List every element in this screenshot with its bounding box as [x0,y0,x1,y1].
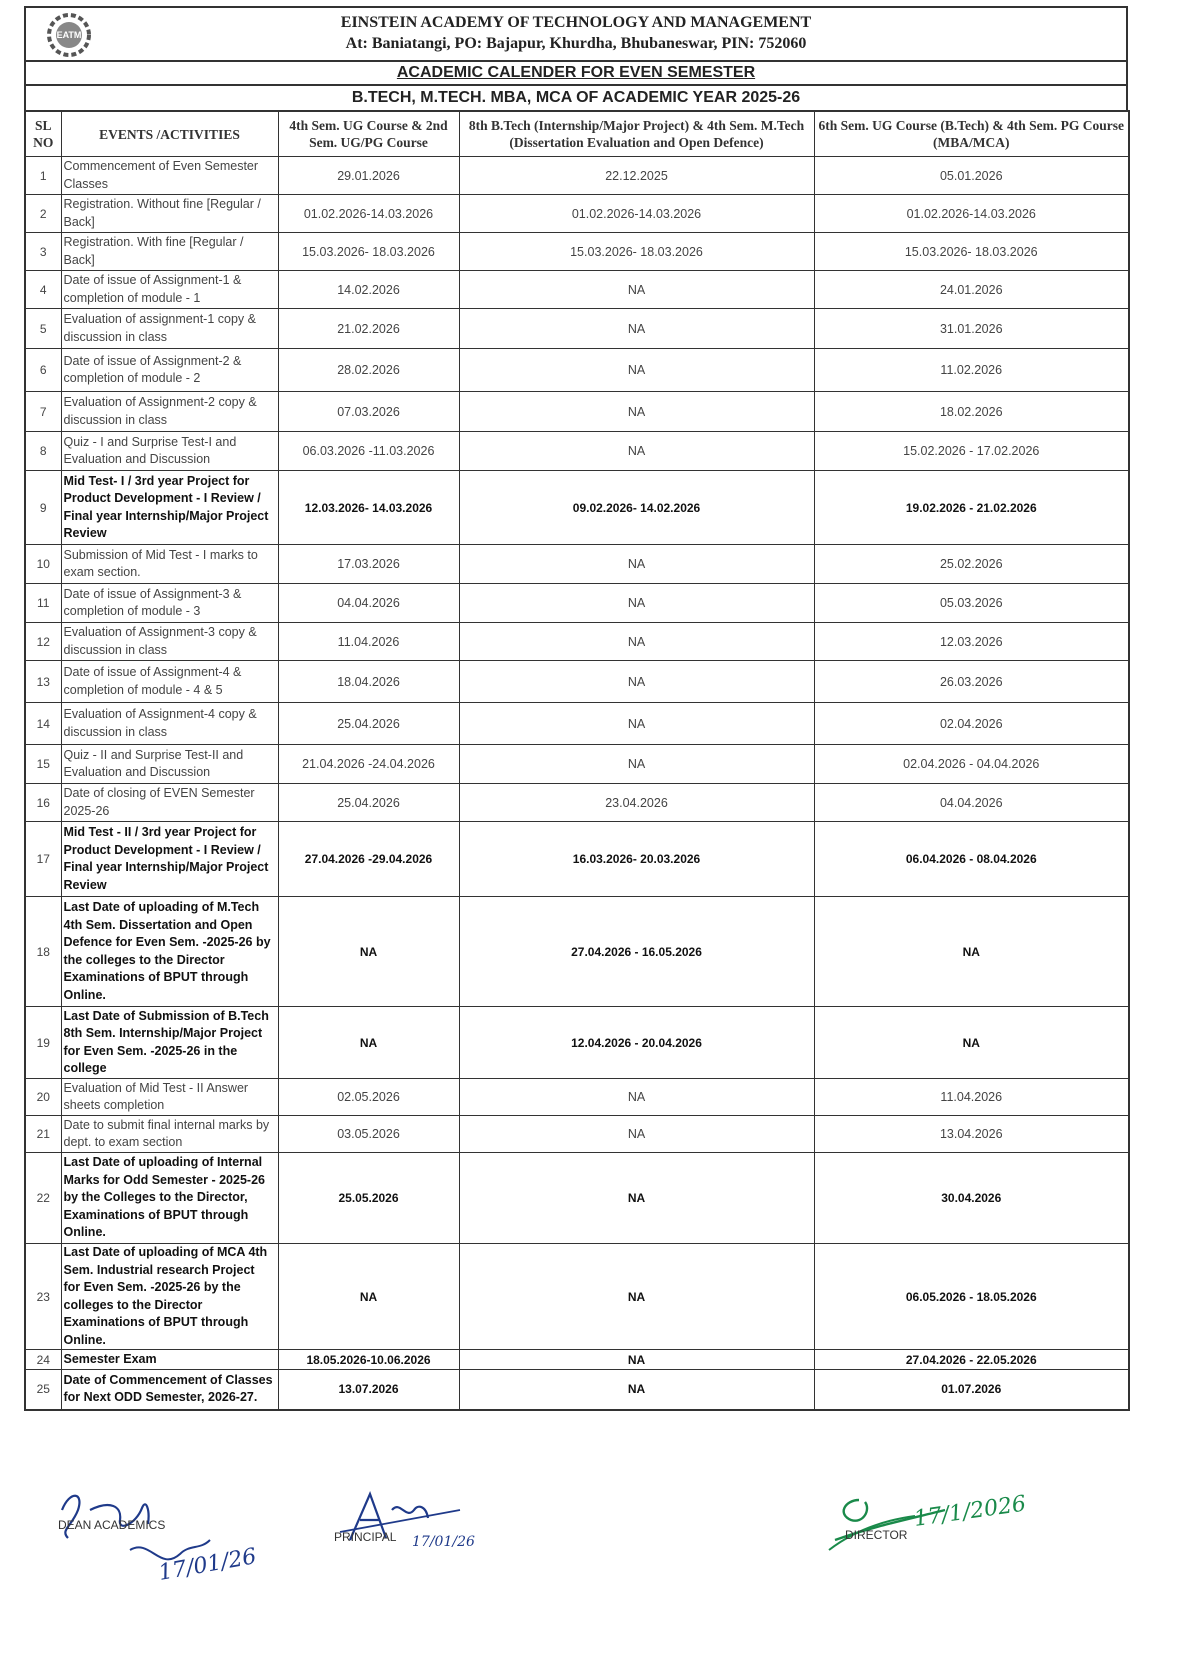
row-sl: 1 [25,157,61,195]
row-col1: 18.04.2026 [278,661,459,703]
header-col2: 8th B.Tech (Internship/Major Project) & 4th Sem. M.Tech (Dissertation Evaluation and Open Defence) [459,111,814,157]
row-event: Date of issue of Assignment-3 & completion of module - 3 [61,584,278,623]
row-col1: 21.02.2026 [278,309,459,349]
principal-signature-scrawl [330,1480,500,1570]
row-col3: 19.02.2026 - 21.02.2026 [814,471,1129,545]
row-col2: 12.04.2026 - 20.04.2026 [459,1007,814,1079]
table-row [25,545,1129,584]
row-sl: 6 [25,349,61,392]
row-col1: 25.04.2026 [278,784,459,822]
row-col1: 03.05.2026 [278,1116,459,1153]
row-sl: 4 [25,271,61,309]
row-col2: NA [459,1116,814,1153]
table-row [25,784,1129,822]
row-col3: 13.04.2026 [814,1116,1129,1153]
table-row [25,309,1129,349]
row-col3: 11.02.2026 [814,349,1129,392]
row-event: Mid Test- I / 3rd year Project for Product Development - I Review / Final year Internship/Major Project Review [61,471,278,545]
principal-label: PRINCIPAL [334,1530,397,1544]
table-body [25,157,1129,1410]
row-col2: NA [459,392,814,432]
row-col3: NA [814,1007,1129,1079]
header-col1: 4th Sem. UG Course & 2nd Sem. UG/PG Course [278,111,459,157]
row-col1: 11.04.2026 [278,623,459,661]
row-sl: 10 [25,545,61,584]
row-event: Quiz - II and Surprise Test-II and Evaluation and Discussion [61,745,278,784]
row-sl: 7 [25,392,61,432]
row-col2: NA [459,545,814,584]
row-col3: 05.03.2026 [814,584,1129,623]
row-col3: 24.01.2026 [814,271,1129,309]
institution-header [24,6,1128,60]
row-col2: 22.12.2025 [459,157,814,195]
row-col2: 16.03.2026- 20.03.2026 [459,822,814,897]
row-event: Date of issue of Assignment-4 & completion of module - 4 & 5 [61,661,278,703]
row-col3: 12.03.2026 [814,623,1129,661]
row-col2: NA [459,1153,814,1244]
institution-address: At: Baniatangi, PO: Bajapur, Khurdha, Bhubaneswar, PIN: 752060 [345,35,807,52]
row-col2: 09.02.2026- 14.02.2026 [459,471,814,545]
row-sl: 17 [25,822,61,897]
row-col2: 01.02.2026-14.03.2026 [459,195,814,233]
row-col2: NA [459,703,814,745]
row-col1: 01.02.2026-14.03.2026 [278,195,459,233]
row-col1: 18.05.2026-10.06.2026 [278,1350,459,1370]
table-row [25,1116,1129,1153]
dean-signature [50,1480,260,1595]
row-col1: 12.03.2026- 14.03.2026 [278,471,459,545]
row-col3: 02.04.2026 - 04.04.2026 [814,745,1129,784]
table-row [25,1350,1129,1370]
row-sl: 5 [25,309,61,349]
table-row [25,661,1129,703]
row-sl: 2 [25,195,61,233]
table-row [25,233,1129,271]
row-event: Date of Commencement of Classes for Next ODD Semester, 2026-27. [61,1370,278,1410]
table-row [25,703,1129,745]
row-col1: 21.04.2026 -24.04.2026 [278,745,459,784]
row-col3: 01.02.2026-14.03.2026 [814,195,1129,233]
row-sl: 11 [25,584,61,623]
row-event: Date of issue of Assignment-2 & completion of module - 2 [61,349,278,392]
director-signature [815,1480,1065,1585]
row-col1: NA [278,1244,459,1350]
row-col3: 26.03.2026 [814,661,1129,703]
signature-area [0,1480,1200,1600]
calendar-sheet [24,6,1128,1411]
row-event: Evaluation of Assignment-4 copy & discussion in class [61,703,278,745]
row-col3: 05.01.2026 [814,157,1129,195]
table-row [25,1244,1129,1350]
row-event: Last Date of uploading of MCA 4th Sem. Industrial research Project for Even Sem. -2025-26 by the colleges to the Director Examinations of BPUT through Online. [61,1244,278,1350]
table-row [25,432,1129,471]
row-col3: 06.04.2026 - 08.04.2026 [814,822,1129,897]
row-col3: 02.04.2026 [814,703,1129,745]
row-sl: 13 [25,661,61,703]
table-row [25,822,1129,897]
row-sl: 25 [25,1370,61,1410]
row-col2: 27.04.2026 - 16.05.2026 [459,897,814,1007]
row-sl: 24 [25,1350,61,1370]
row-sl: 16 [25,784,61,822]
row-col2: NA [459,309,814,349]
row-event: Semester Exam [61,1350,278,1370]
dean-label: DEAN ACADEMICS [58,1518,166,1532]
row-col1: 29.01.2026 [278,157,459,195]
principal-signature [330,1480,500,1575]
table-row [25,1079,1129,1116]
director-handwritten-date: 17/1/2026 [912,1491,1028,1532]
row-sl: 20 [25,1079,61,1116]
row-col1: 25.04.2026 [278,703,459,745]
principal-handwritten-date: 17/01/26 [412,1534,475,1550]
row-col3: 15.03.2026- 18.03.2026 [814,233,1129,271]
row-sl: 21 [25,1116,61,1153]
row-col3: 11.04.2026 [814,1079,1129,1116]
row-col3: 25.02.2026 [814,545,1129,584]
row-col2: NA [459,349,814,392]
row-event: Evaluation of Mid Test - II Answer sheets completion [61,1079,278,1116]
row-event: Mid Test - II / 3rd year Project for Product Development - I Review / Final year Internship/Major Project Review [61,822,278,897]
row-sl: 12 [25,623,61,661]
row-event: Date to submit final internal marks by dept. to exam section [61,1116,278,1153]
row-col3: 27.04.2026 - 22.05.2026 [814,1350,1129,1370]
row-col3: 18.02.2026 [814,392,1129,432]
row-col1: 17.03.2026 [278,545,459,584]
row-col3: 15.02.2026 - 17.02.2026 [814,432,1129,471]
row-event: Commencement of Even Semester Classes [61,157,278,195]
table-row [25,349,1129,392]
row-col2: NA [459,1350,814,1370]
row-col3: NA [814,897,1129,1007]
row-event: Evaluation of Assignment-2 copy & discussion in class [61,392,278,432]
row-col2: NA [459,432,814,471]
dean-signature-scrawl [50,1480,260,1590]
calendar-title: ACADEMIC CALENDER FOR EVEN SEMESTER [24,60,1128,84]
table-row [25,897,1129,1007]
header-sl: SL NO [25,111,61,157]
table-row [25,271,1129,309]
row-col2: NA [459,623,814,661]
row-sl: 8 [25,432,61,471]
table-row [25,392,1129,432]
header-col3: 6th Sem. UG Course (B.Tech) & 4th Sem. PG Course (MBA/MCA) [814,111,1129,157]
row-col3: 06.05.2026 - 18.05.2026 [814,1244,1129,1350]
row-sl: 22 [25,1153,61,1244]
row-col3: 04.04.2026 [814,784,1129,822]
row-sl: 18 [25,897,61,1007]
row-col3: 31.01.2026 [814,309,1129,349]
row-event: Date of issue of Assignment-1 & completion of module - 1 [61,271,278,309]
row-col1: 15.03.2026- 18.03.2026 [278,233,459,271]
table-row [25,195,1129,233]
table-row [25,157,1129,195]
logo-text: EATM [56,30,82,40]
row-col2: NA [459,745,814,784]
row-col1: NA [278,897,459,1007]
row-col2: NA [459,584,814,623]
row-sl: 15 [25,745,61,784]
row-sl: 23 [25,1244,61,1350]
row-sl: 14 [25,703,61,745]
row-col1: 27.04.2026 -29.04.2026 [278,822,459,897]
row-event: Registration. Without fine [Regular / Back] [61,195,278,233]
table-row [25,1007,1129,1079]
row-col2: NA [459,1370,814,1410]
director-label: DIRECTOR [845,1528,908,1542]
row-col2: NA [459,1244,814,1350]
row-col2: 23.04.2026 [459,784,814,822]
row-event: Registration. With fine [Regular / Back] [61,233,278,271]
row-event: Last Date of uploading of Internal Marks for Odd Semester - 2025-26 by the Colleges to the Director, Examinations of BPUT through Online. [61,1153,278,1244]
dean-handwritten-date: 17/01/26 [156,1544,259,1586]
header-event: EVENTS /ACTIVITIES [61,111,278,157]
row-event: Evaluation of assignment-1 copy & discussion in class [61,309,278,349]
row-sl: 3 [25,233,61,271]
row-sl: 9 [25,471,61,545]
table-row [25,1153,1129,1244]
row-event: Evaluation of Assignment-3 copy & discussion in class [61,623,278,661]
row-col2: NA [459,1079,814,1116]
table-row [25,745,1129,784]
table-row [25,471,1129,545]
row-col1: 07.03.2026 [278,392,459,432]
table-row [25,623,1129,661]
row-col1: 06.03.2026 -11.03.2026 [278,432,459,471]
row-col2: NA [459,661,814,703]
row-col1: 14.02.2026 [278,271,459,309]
table-row [25,584,1129,623]
row-col1: 25.05.2026 [278,1153,459,1244]
row-col1: 28.02.2026 [278,349,459,392]
row-col1: NA [278,1007,459,1079]
row-event: Last Date of Submission of B.Tech 8th Sem. Internship/Major Project for Even Sem. -2025-26 in the college [61,1007,278,1079]
row-sl: 19 [25,1007,61,1079]
table-row [25,1370,1129,1410]
row-col1: 04.04.2026 [278,584,459,623]
calendar-table [24,110,1130,1411]
calendar-subtitle: B.TECH, M.TECH. MBA, MCA OF ACADEMIC YEAR 2025-26 [24,84,1128,110]
table-header-row [25,111,1129,157]
row-event: Submission of Mid Test - I marks to exam section. [61,545,278,584]
row-col3: 30.04.2026 [814,1153,1129,1244]
row-col1: 02.05.2026 [278,1079,459,1116]
row-event: Last Date of uploading of M.Tech 4th Sem. Dissertation and Open Defence for Even Sem. -2025-26 by the colleges to the Director Examinations of BPUT through Online. [61,897,278,1007]
row-event: Date of closing of EVEN Semester 2025-26 [61,784,278,822]
institution-name: EINSTEIN ACADEMY OF TECHNOLOGY AND MANAGEMENT [340,14,812,31]
row-col2: NA [459,271,814,309]
row-event: Quiz - I and Surprise Test-I and Evaluation and Discussion [61,432,278,471]
row-col1: 13.07.2026 [278,1370,459,1410]
row-col2: 15.03.2026- 18.03.2026 [459,233,814,271]
institution-logo [46,12,92,58]
row-col3: 01.07.2026 [814,1370,1129,1410]
